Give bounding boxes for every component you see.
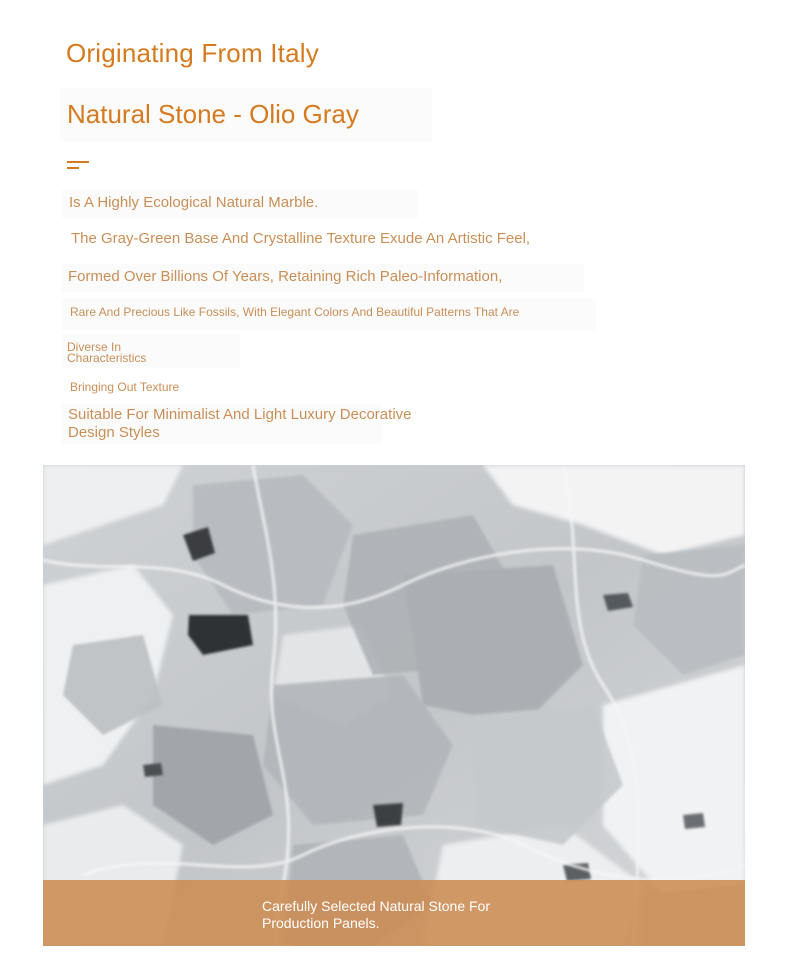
marble-texture-image <box>43 465 745 946</box>
description-line-6: Bringing Out Texture <box>70 380 180 394</box>
description-line-5b: Characteristics <box>67 351 147 365</box>
heading-origin: Originating From Italy <box>66 38 319 68</box>
description-line-1: Is A Highly Ecological Natural Marble. <box>69 194 319 211</box>
description-line-2: The Gray-Green Base And Crystalline Texture Exude An Artistic Feel, <box>71 230 531 247</box>
image-caption: Carefully Selected Natural Stone For Production Panels. <box>262 898 490 931</box>
accent-divider <box>67 161 89 171</box>
heading-product-name: Natural Stone - Olio Gray <box>67 99 359 129</box>
description-line-4: Rare And Precious Like Fossils, With Elegant Colors And Beautiful Patterns That Are <box>70 305 520 319</box>
description-line-5a: Diverse In <box>67 340 122 354</box>
description-line-3: Formed Over Billions Of Years, Retaining Rich Paleo-Information, <box>68 268 503 285</box>
description-line-7: Suitable For Minimalist And Light Luxury Decorative Design Styles <box>68 406 412 441</box>
